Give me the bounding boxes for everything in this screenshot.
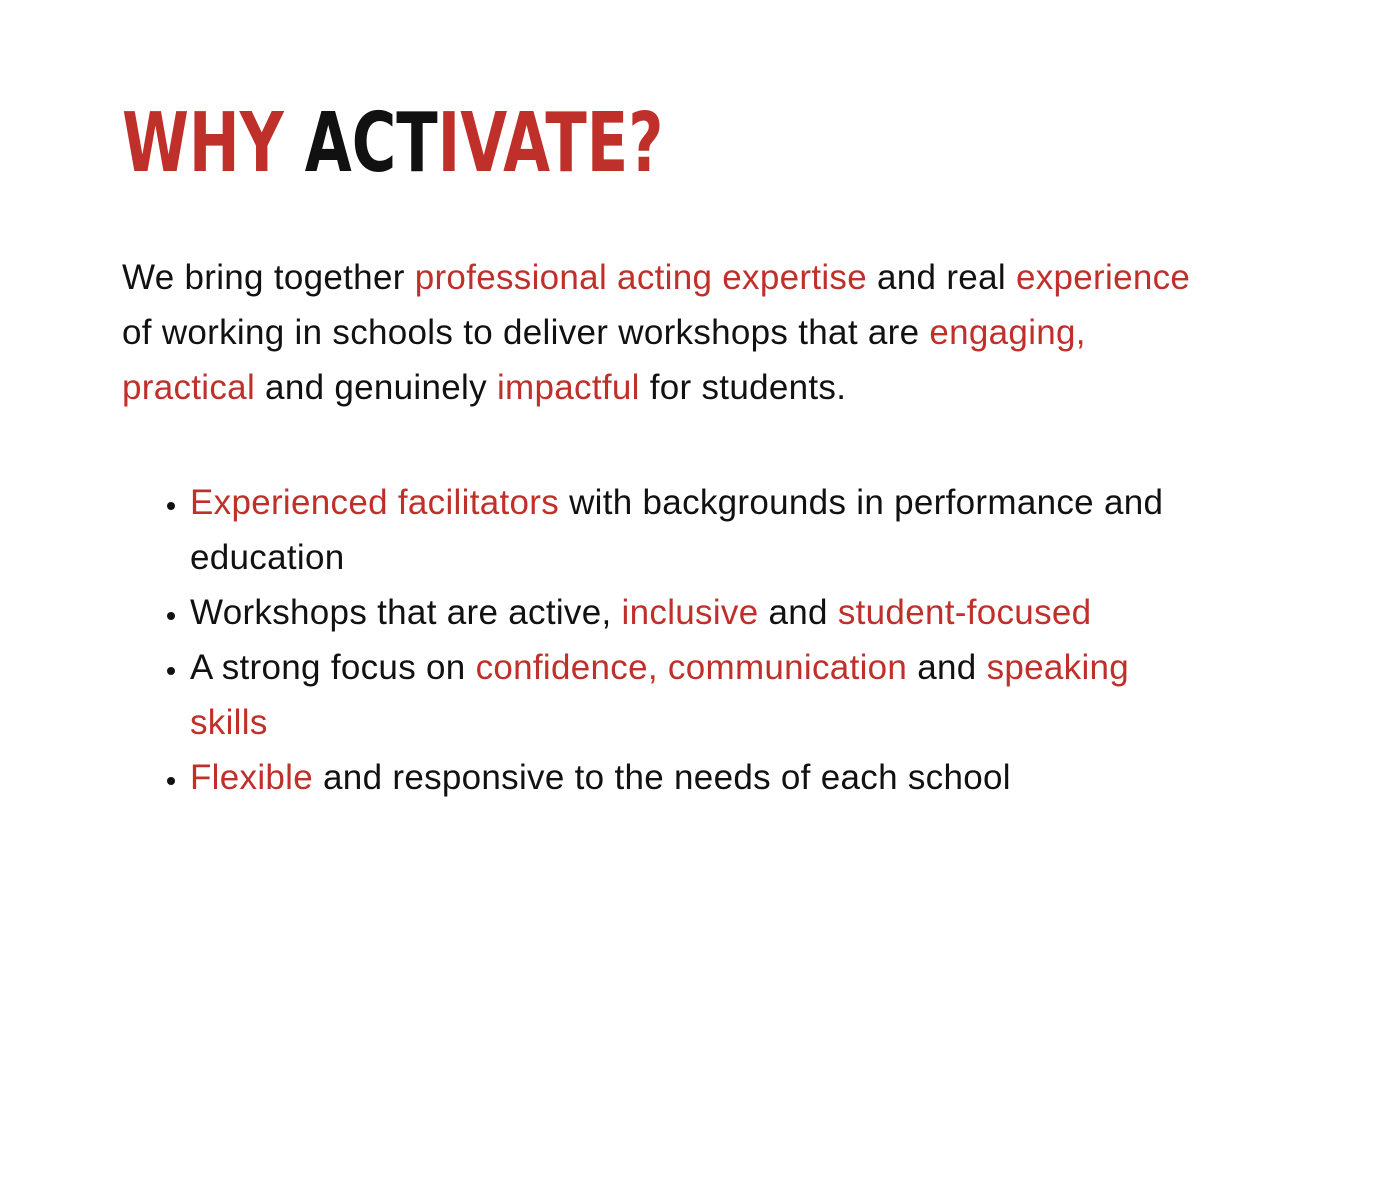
intro-highlight: experience: [1015, 258, 1191, 297]
intro-text: and real: [867, 258, 1016, 297]
benefit-text: with backgrounds in performance and education: [190, 483, 1164, 577]
list-item: [190, 475, 1190, 585]
list-item: [190, 750, 1190, 805]
benefit-highlight: inclusive: [621, 593, 759, 632]
title-part-act: ACT: [304, 96, 438, 191]
benefit-text: and: [907, 648, 987, 687]
why-activate-section: [122, 96, 1242, 805]
intro-text: for students.: [639, 368, 847, 407]
benefit-text: Workshops that are active,: [190, 593, 622, 632]
benefit-highlight: speaking skills: [190, 648, 1130, 742]
list-item: [190, 585, 1190, 640]
intro-text: We bring together: [122, 258, 415, 297]
benefits-list: [122, 475, 1190, 805]
benefit-text: and: [758, 593, 838, 632]
benefit-highlight: Experienced facilitators: [190, 483, 560, 522]
title-part-ivate: IVATE?: [437, 96, 664, 191]
intro-highlight: impactful: [496, 368, 640, 407]
section-title: [122, 96, 951, 192]
benefit-text: and responsive to the needs of each school: [313, 758, 1011, 797]
benefit-text: A strong focus on: [190, 648, 476, 687]
intro-paragraph: [122, 250, 1212, 415]
intro-text: of working in schools to deliver workshops that are: [122, 313, 930, 352]
benefit-highlight: confidence, communication: [475, 648, 908, 687]
intro-highlight: engaging, practical: [122, 313, 1086, 407]
benefit-highlight: student-focused: [837, 593, 1092, 632]
title-part-why: WHY: [122, 96, 305, 191]
list-item: [190, 640, 1190, 750]
intro-highlight: professional acting expertise: [414, 258, 867, 297]
benefit-highlight: Flexible: [190, 758, 314, 797]
intro-text: and genuinely: [255, 368, 497, 407]
